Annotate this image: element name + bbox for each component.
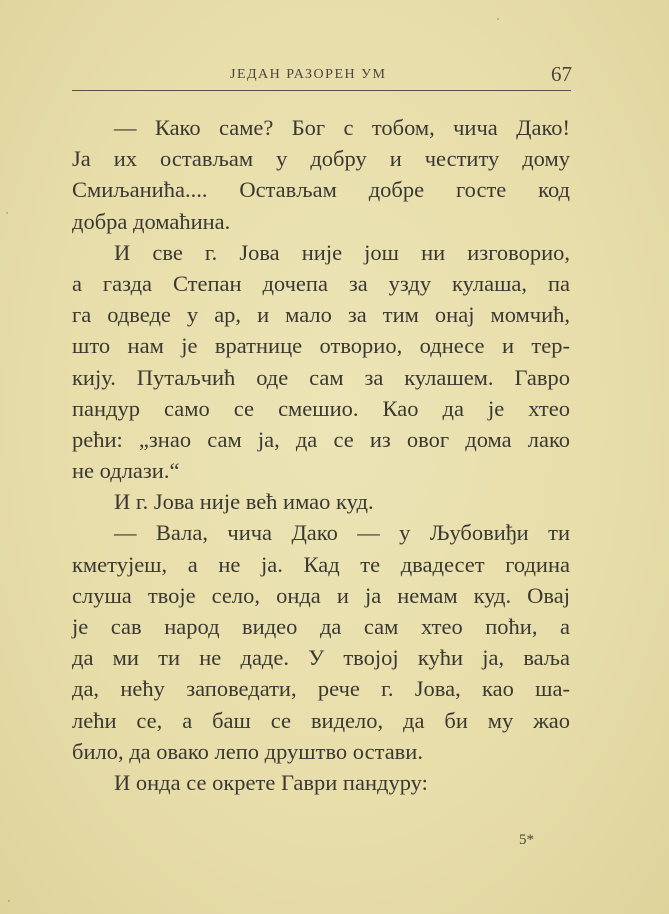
text-line: кметујеш, а не ја. Кад те двадесет година bbox=[72, 551, 570, 577]
text-line: лећи се, а баш се видело, да би му жао bbox=[72, 707, 570, 733]
header-rule bbox=[72, 90, 571, 91]
paper-speck bbox=[8, 900, 10, 902]
body-text bbox=[72, 112, 570, 798]
text-line: И г. Јова није већ имао куд. bbox=[114, 489, 374, 515]
text-line: што нам је вратнице отворио, однесе и тер- bbox=[72, 333, 570, 359]
paper-speck bbox=[497, 18, 499, 20]
text-line: — Вала, чича Дако — у Љубовиђи ти bbox=[114, 520, 570, 546]
paper-speck bbox=[6, 212, 8, 214]
text-line: слуша твоје село, онда и ја немам куд. Овај bbox=[72, 582, 570, 608]
text-line: И све г. Јова није још ни изговорио, bbox=[114, 239, 570, 265]
printer-signature: 5* bbox=[519, 832, 534, 848]
text-line: пандур само се смешио. Као да је хтео bbox=[72, 395, 570, 421]
text-line: га одведе у ар, и мало за тим онај момчић, bbox=[72, 302, 570, 328]
running-title: ЈЕДАН РАЗОРЕН УМ bbox=[230, 67, 387, 82]
page-number: 67 bbox=[551, 62, 572, 86]
text-line: — Како саме? Бог с тобом, чича Дако! bbox=[114, 115, 570, 140]
text-line: Ја их остављам у добру и честиту дому bbox=[72, 146, 570, 172]
text-line: И онда се окрете Гаври пандуру: bbox=[114, 769, 428, 795]
text-line: кију. Путаљчић оде сам за кулашем. Гавро bbox=[72, 364, 570, 390]
page-header bbox=[72, 62, 572, 86]
text-line: не одлази.“ bbox=[72, 458, 180, 484]
text-line: рећи: „знао сам ја, да се из овог дома лако bbox=[72, 426, 570, 452]
text-line: добра домаћина. bbox=[72, 208, 231, 234]
text-line: да, нећу заповедати, рече г. Јова, као ша- bbox=[72, 676, 570, 702]
text-line: да ми ти не даде. У твојој кући ја, ваља bbox=[72, 645, 570, 671]
text-line: је сав народ видео да сам хтео поћи, а bbox=[72, 614, 570, 639]
text-line: било, да овако лепо друштво остави. bbox=[72, 738, 423, 764]
text-line: Смиљанића.... Остављам добре госте код bbox=[72, 177, 570, 203]
text-line: а газда Степан дочепа за узду кулаша, па bbox=[72, 270, 570, 296]
